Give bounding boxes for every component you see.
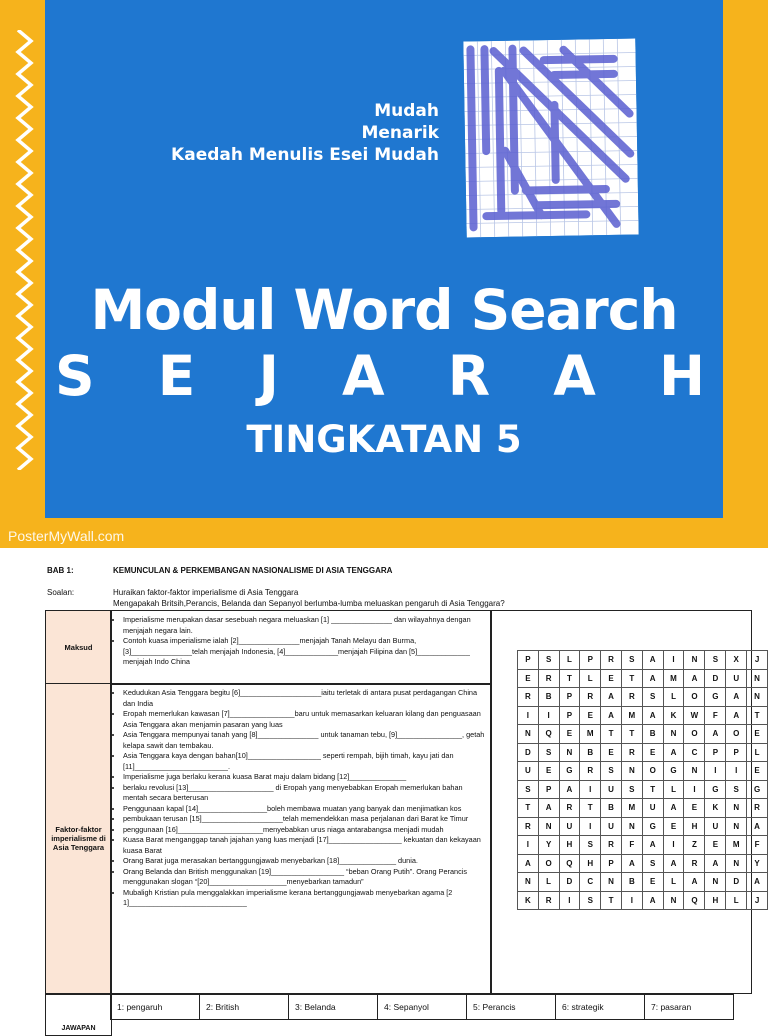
word-search-cell: S (538, 743, 559, 762)
word-search-row (518, 743, 768, 762)
chapter-label: BAB 1: (47, 566, 74, 575)
word-search-row (518, 836, 768, 855)
bullet-text: • Penggunaan kapal [14]_________________boleh membawa muatan yang banyak dan menjimatkan kos (123, 804, 487, 815)
word-search-cell: C (580, 873, 601, 892)
word-search-cell: G (642, 817, 663, 836)
word-search-cell: O (642, 762, 663, 781)
word-search-row (518, 762, 768, 781)
word-search-cell: T (601, 891, 622, 910)
word-search-row (518, 873, 768, 892)
word-search-row (518, 891, 768, 910)
bullet-text: • Imperialisme merupakan dasar sesebuah negara meluaskan [1] _______________ dan wilayahnya dengan menjajah negara lain. (123, 615, 487, 636)
word-search-cell: A (642, 669, 663, 688)
word-search-cell: I (663, 836, 684, 855)
word-search-cell: P (518, 651, 539, 670)
word-search-cell: P (559, 688, 580, 707)
word-search-cell: D (726, 873, 747, 892)
word-search-cell: S (580, 891, 601, 910)
word-search-cell: A (538, 799, 559, 818)
word-search-cell: R (621, 743, 642, 762)
word-search-cell: I (559, 891, 580, 910)
word-search-cell: U (705, 817, 726, 836)
word-search-cell: K (663, 706, 684, 725)
word-search-cell: G (747, 780, 768, 799)
word-search-cell: B (601, 799, 622, 818)
word-search-illustration (463, 39, 638, 238)
bullet-text: • Kuasa Barat menganggap tanah jajahan yang luas menjadi [17]__________________ kekuatan dan kekayaan kuasa Barat (123, 835, 487, 856)
word-search-cell: M (726, 836, 747, 855)
row-label-maksud: Maksud (45, 610, 112, 685)
bullet-text: • Asia Tenggara mempunyai tanah yang [8]_______________ untuk tanaman tebu, [9]________________, getah kelapa sawit dan tembakau. (123, 730, 487, 751)
word-search-cell: B (580, 743, 601, 762)
word-search-cell: A (705, 725, 726, 744)
word-search-cell: T (559, 669, 580, 688)
word-search-cell: U (601, 780, 622, 799)
word-search-cell: P (601, 854, 622, 873)
word-search-cell: N (538, 817, 559, 836)
word-search-cell: L (663, 688, 684, 707)
word-search-cell: O (684, 725, 705, 744)
answer-cell: 5: Perancis (467, 995, 556, 1020)
word-search-cell: T (621, 725, 642, 744)
bullet-text: • Eropah memerlukan kawasan [7]________________baru untuk memasarkan keluaran kilang dan penguasaan Asia Tenggara akan menjamin pasaran yang luas (123, 709, 487, 730)
word-search-cell: U (642, 799, 663, 818)
word-search-cell: I (705, 762, 726, 781)
answer-cell: 2: British (200, 995, 289, 1020)
word-search-cell: T (518, 799, 539, 818)
word-search-cell: A (642, 651, 663, 670)
word-search-cell: I (684, 780, 705, 799)
row-content-maksud (110, 610, 492, 685)
word-search-cell: P (705, 743, 726, 762)
bullet-text: • berlaku revolusi [13]_____________________ di Eropah yang menyebabkan Eropah memerlukan bahan mentah secara berterusan (123, 783, 487, 804)
word-search-cell: L (559, 651, 580, 670)
word-search-cell: N (518, 873, 539, 892)
word-search-cell: E (642, 873, 663, 892)
word-search-cell: N (684, 651, 705, 670)
word-search-cell: T (642, 780, 663, 799)
word-search-cell: R (518, 817, 539, 836)
word-search-cell: Y (538, 836, 559, 855)
word-search-cell: I (726, 762, 747, 781)
word-search-cell: R (601, 836, 622, 855)
word-search-cell: I (580, 817, 601, 836)
word-search-cell: R (621, 688, 642, 707)
word-search-cell: M (580, 725, 601, 744)
word-search-cell: A (705, 854, 726, 873)
row-label-faktor: Faktor-faktor imperialisme di Asia Tenggara (45, 683, 112, 994)
word-search-cell: T (621, 669, 642, 688)
word-search-cell: E (705, 836, 726, 855)
word-search-cell: N (663, 891, 684, 910)
word-search-cell: N (726, 854, 747, 873)
word-search-cell: A (684, 873, 705, 892)
word-search-cell: A (663, 854, 684, 873)
word-search-cell: Z (684, 836, 705, 855)
word-search-cell: K (518, 891, 539, 910)
word-search-cell: L (747, 743, 768, 762)
word-search-cell: A (601, 688, 622, 707)
word-search-cell: H (705, 891, 726, 910)
word-search-cell: U (601, 817, 622, 836)
word-search-cell: R (580, 762, 601, 781)
word-search-cell: P (726, 743, 747, 762)
word-search-cell: R (538, 891, 559, 910)
word-search-cell: H (580, 854, 601, 873)
word-search-cell: T (601, 725, 622, 744)
word-search-cell: I (538, 706, 559, 725)
word-search-cell: E (580, 706, 601, 725)
word-search-cell: A (642, 891, 663, 910)
word-search-cell: K (705, 799, 726, 818)
word-search-cell: H (684, 817, 705, 836)
word-search-cell: E (663, 817, 684, 836)
word-search-cell: S (580, 836, 601, 855)
word-search-cell: R (518, 688, 539, 707)
word-search-cell: I (663, 651, 684, 670)
word-search-cell: G (663, 762, 684, 781)
word-search-cell: L (726, 891, 747, 910)
word-search-cell: A (559, 780, 580, 799)
word-search-cell: R (684, 854, 705, 873)
word-search-cell: N (621, 762, 642, 781)
word-search-cell: N (684, 762, 705, 781)
word-search-cell: E (601, 669, 622, 688)
word-search-row (518, 799, 768, 818)
word-search-cell: G (559, 762, 580, 781)
bullet-text: • Orang Belanda dan British menggunakan [19]__________________ “beban Orang Putih”. Orang Perancis menggunakan slogan “[20]___________________menyebarkan tamadun” (123, 867, 487, 888)
question-line-2: Mengapakah Britsih,Perancis, Belanda dan Sepanyol berlumba-lumba meluaskan pengaruh di Asia Tenggara? (113, 599, 505, 608)
poster-subject: S E J A R A H (54, 344, 728, 408)
word-search-cell: E (538, 762, 559, 781)
word-search-cell: U (726, 669, 747, 688)
worksheet-page (0, 548, 768, 1032)
word-search-cell: E (601, 743, 622, 762)
word-search-cell: E (747, 762, 768, 781)
word-search-cell: A (518, 854, 539, 873)
word-search-cell: N (726, 799, 747, 818)
word-search-cell: L (580, 669, 601, 688)
word-search-cell: S (642, 854, 663, 873)
word-search-cell: N (747, 669, 768, 688)
word-search-cell: N (726, 817, 747, 836)
word-search-cell: A (601, 706, 622, 725)
word-search-cell: R (580, 688, 601, 707)
word-search-cell: N (747, 688, 768, 707)
word-search-row (518, 706, 768, 725)
word-search-cell: F (705, 706, 726, 725)
word-search-cell: S (705, 651, 726, 670)
word-search-cell: S (538, 651, 559, 670)
word-search-cell: S (621, 780, 642, 799)
answers-label-cell (45, 994, 112, 1036)
word-search-cell: Y (747, 854, 768, 873)
word-search-row (518, 725, 768, 744)
word-search-cell: X (726, 651, 747, 670)
word-search-cell: W (684, 706, 705, 725)
word-search-cell: G (705, 780, 726, 799)
word-search-cell: A (726, 688, 747, 707)
word-search-cell: N (705, 873, 726, 892)
word-search-cell: A (663, 743, 684, 762)
answer-cell: 3: Belanda (289, 995, 378, 1020)
row-content-faktor (110, 683, 492, 994)
word-search-cell: S (642, 688, 663, 707)
word-search-cell: Q (559, 854, 580, 873)
word-search-cell: N (601, 873, 622, 892)
word-search-cell: I (621, 891, 642, 910)
word-search-cell: I (518, 706, 539, 725)
bullet-text: • penggunaan [16]_____________________menyebabkan urus niaga antarabangsa menjadi mudah (123, 825, 487, 836)
word-search-cell: Q (684, 891, 705, 910)
word-search-cell: S (601, 762, 622, 781)
word-search-cell: T (580, 799, 601, 818)
word-search-cell: F (621, 836, 642, 855)
answers-label: JAWAPAN (61, 1025, 96, 1032)
word-search-cell: L (538, 873, 559, 892)
word-search-cell: S (621, 651, 642, 670)
word-search-cell: S (518, 780, 539, 799)
word-search-row (518, 817, 768, 836)
word-search-cell: E (747, 725, 768, 744)
word-search-row (518, 651, 768, 670)
word-search-cell: R (601, 651, 622, 670)
bullet-text: • Orang Barat juga merasakan bertanggungjawab menyebarkan [18]______________ dunia. (123, 856, 487, 867)
bullet-text: • Asia Tenggara kaya dengan bahan[10]__________________ seperti rempah, bijih timah, kayu jati dan [11]_______________________. (123, 751, 487, 772)
word-search-cell: R (559, 799, 580, 818)
word-search-cell: U (559, 817, 580, 836)
word-search-cell: M (663, 669, 684, 688)
word-search-cell: N (663, 725, 684, 744)
word-search-row (518, 854, 768, 873)
word-search-cell: R (747, 799, 768, 818)
poster-title: Modul Word Search (90, 278, 678, 342)
word-search-cell: Q (538, 725, 559, 744)
bullet-text: • Contoh kuasa imperialisme ialah [2]_______________menjajah Tanah Melayu dan Burma, [3]_______________telah menjajah Indonesia, [4]_____________menjajah Filipina dan [5]_____________ menjajah Indo China (123, 636, 487, 668)
word-search-cell: M (621, 706, 642, 725)
word-search-row (518, 669, 768, 688)
word-search-cell: B (642, 725, 663, 744)
word-search-cell: P (580, 651, 601, 670)
poster-level: TINGKATAN 5 (246, 418, 522, 461)
bullet-text: • pembukaan terusan [15]____________________telah memendekkan masa perjalanan dari Barat ke Timur (123, 814, 487, 825)
word-search-cell: U (518, 762, 539, 781)
word-search-cell: E (559, 725, 580, 744)
tagline-3: Kaedah Menulis Esei Mudah (171, 145, 439, 165)
watermark-text: PosterMyWall.com (8, 528, 125, 544)
word-search-row (518, 780, 768, 799)
word-search-cell: A (621, 854, 642, 873)
word-search-cell: B (621, 873, 642, 892)
word-search-cell: O (726, 725, 747, 744)
answer-cell: 6: strategik (556, 995, 645, 1020)
bullet-text: • Kedudukan Asia Tenggara begitu [6]____________________iaitu terletak di antara pusat perdagangan China dan India (123, 688, 487, 709)
bullet-text: • Imperialisme juga berlaku kerana kuasa Barat maju dalam bidang [12]______________ (123, 772, 487, 783)
word-search-cell: N (621, 817, 642, 836)
word-search-cell: H (559, 836, 580, 855)
tagline-1: Mudah (374, 101, 439, 121)
word-search-cell: A (684, 669, 705, 688)
word-search-cell: S (726, 780, 747, 799)
word-search-cell: O (684, 688, 705, 707)
word-search-cell: J (747, 651, 768, 670)
word-search-cell: E (518, 669, 539, 688)
word-search-cell: D (705, 669, 726, 688)
word-search-cell: J (747, 891, 768, 910)
question-label: Soalan: (47, 588, 75, 597)
word-search-grid (517, 650, 768, 910)
word-search-cell: A (642, 706, 663, 725)
answer-cell: 7: pasaran (645, 995, 734, 1020)
word-search-cell: F (747, 836, 768, 855)
word-search-cell: O (538, 854, 559, 873)
word-search-cell: B (538, 688, 559, 707)
word-search-cell: R (538, 669, 559, 688)
word-search-cell: T (747, 706, 768, 725)
word-search-row (518, 688, 768, 707)
word-search-cell: L (663, 873, 684, 892)
word-search-cell: A (747, 817, 768, 836)
word-search-cell: N (559, 743, 580, 762)
tagline-2: Menarik (361, 123, 439, 143)
word-search-cell: P (538, 780, 559, 799)
word-search-cell: L (663, 780, 684, 799)
word-search-cell: D (518, 743, 539, 762)
word-search-cell: P (559, 706, 580, 725)
word-search-cell: I (518, 836, 539, 855)
word-search-cell: A (663, 799, 684, 818)
answers-table (110, 994, 734, 1020)
answer-cell: 4: Sepanyol (378, 995, 467, 1020)
word-search-cell: C (684, 743, 705, 762)
word-search-cell: A (642, 836, 663, 855)
answer-cell: 1: pengaruh (111, 995, 200, 1020)
word-search-cell: E (642, 743, 663, 762)
word-search-cell: N (518, 725, 539, 744)
question-line-1: Huraikan faktor-faktor imperialisme di Asia Tenggara (113, 588, 299, 597)
word-search-cell: E (684, 799, 705, 818)
word-search-cell: I (580, 780, 601, 799)
word-search-cell: G (705, 688, 726, 707)
word-search-cell: A (726, 706, 747, 725)
word-search-cell: D (559, 873, 580, 892)
word-search-cell: M (621, 799, 642, 818)
chapter-title: KEMUNCULAN & PERKEMBANGAN NASIONALISME DI ASIA TENGGARA (113, 566, 393, 575)
bullet-text: • Mubaligh Kristian pula menggalakkan imperialisme kerana bertanggungjawab menyebarkan agama [2 1]_____________________________ (123, 888, 487, 909)
word-search-cell: A (747, 873, 768, 892)
